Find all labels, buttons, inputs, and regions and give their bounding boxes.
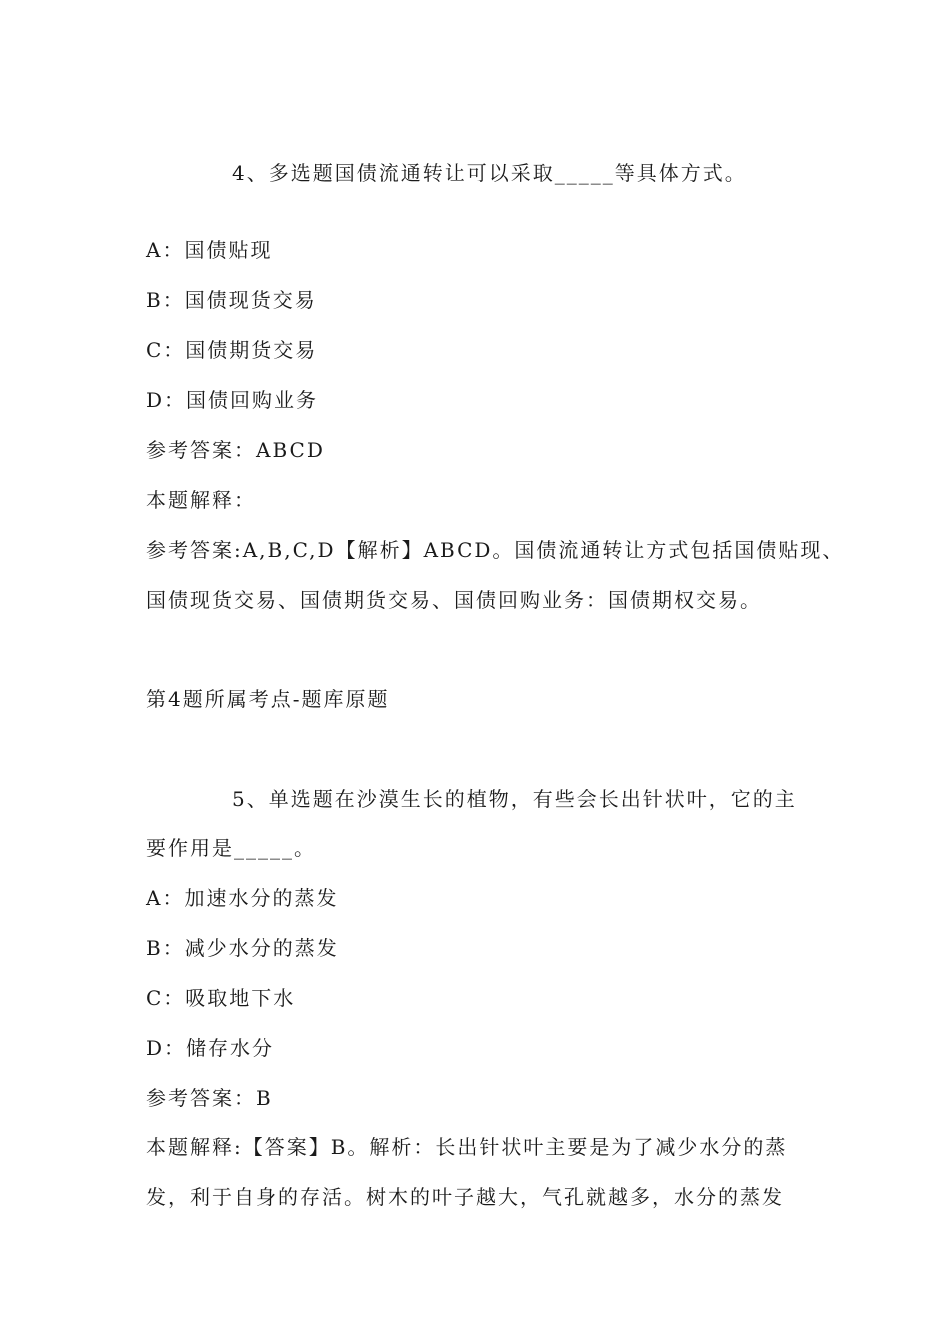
q5-option-b: B：减少水分的蒸发 [146,936,339,960]
q4-option-a: A：国债贴现 [146,238,273,262]
q5-option-d: D：储存水分 [146,1036,275,1060]
q4-stem: 4、多选题国债流通转让可以采取_____等具体方式。 [232,161,747,185]
q5-stem-line-2: 要作用是_____。 [146,836,316,860]
q4-source: 第4题所属考点-题库原题 [146,687,390,711]
q5-option-a: A：加速水分的蒸发 [146,886,339,910]
q4-explanation-line-1: 参考答案:A,B,C,D【解析】ABCD。国债流通转让方式包括国债贴现、 [146,538,845,562]
q4-explanation-line-2: 国债现货交易、国债期货交易、国债回购业务：国债期权交易。 [146,588,762,612]
q5-stem-line-1: 5、单选题在沙漠生长的植物，有些会长出针状叶，它的主 [232,787,797,811]
q4-answer: 参考答案：ABCD [146,438,325,462]
q5-answer: 参考答案：B [146,1086,273,1110]
q4-option-b: B：国债现货交易 [146,288,317,312]
q5-explanation-line-1: 本题解释:【答案】B。解析：长出针状叶主要是为了减少水分的蒸 [146,1135,788,1159]
q5-explanation-line-2: 发，利于自身的存活。树木的叶子越大，气孔就越多，水分的蒸发 [146,1185,784,1209]
q4-option-c: C：国债期货交易 [146,338,318,362]
q4-option-d: D：国债回购业务 [146,388,319,412]
q5-option-c: C：吸取地下水 [146,986,296,1010]
q4-explanation-heading: 本题解释： [146,488,256,512]
